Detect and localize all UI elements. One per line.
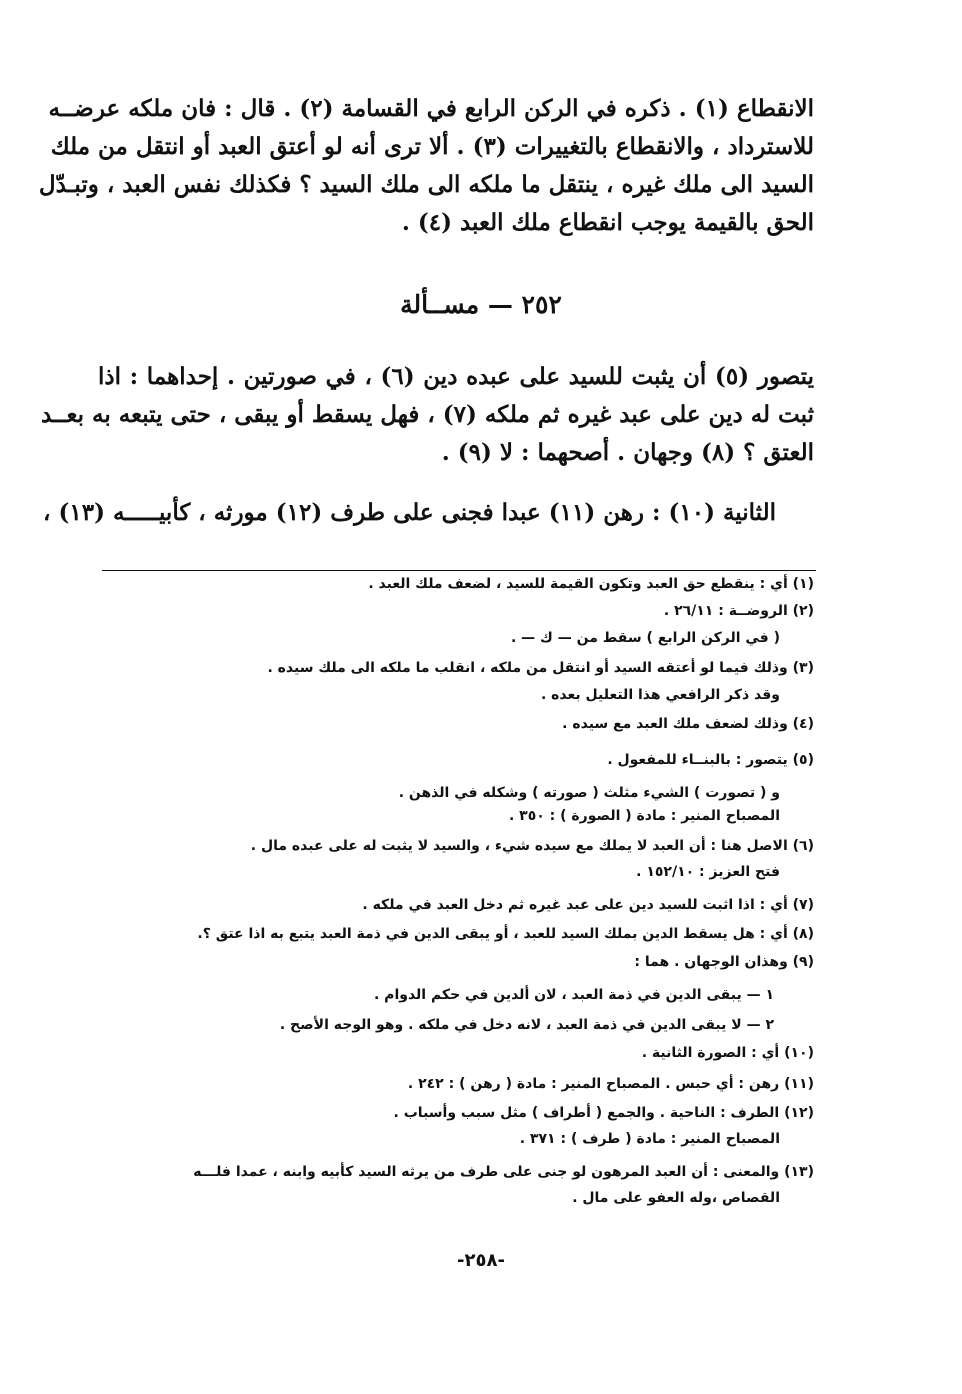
footnote: (٧) أي : اذا اثبت للسيد دين على عبد غيره ثم دخل العبد في ملكه . [362,897,814,913]
footnote: ( في الركن الرابع ) سقط من — ك — . [510,630,780,646]
body-text-line: للاسترداد ، والانقطاع بالتغييرات (٣) . ألا ترى أنه لو أعتق العبد أو انتقل من ملك [50,133,814,160]
footnote: (٦) الاصل هنا : أن العبد لا يملك مع سيده شيء ، والسيد لا يثبت له على عبده مال . [250,838,814,854]
body-text-line: الثانية (١٠) : رهن (١١) عبدا فجنى على طرف (١٢) مورثه ، كأبيـــــه (١٣) ، [43,499,776,526]
footnote: ١ — يبقى الدين في ذمة العبد ، لان ألدين في حكم الدوام . [373,987,774,1003]
footnote: (٨) أي : هل يسقط الدين بملك السيد للعبد ، أو يبقى الدين في ذمة العبد يتبع به اذا عتق ؟. [197,926,814,942]
body-text-line: الحق بالقيمة يوجب انقطاع ملك العبد (٤) . [401,209,814,236]
body-text-line: العتق ؟ (٨) وجهان . أصحهما : لا (٩) . [441,439,814,466]
footnote: وقد ذكر الرافعي هذا التعليل بعده . [540,687,780,703]
page-number: -٢٥٨- [457,1250,505,1271]
footnote: (١٠) أي : الصورة الثانية . [641,1045,814,1061]
section-heading: ٢٥٢ — مســألة [400,290,562,319]
body-text-line: الانقطاع (١) . ذكره في الركن الرابع في القسامة (٢) . قال : فان ملكه عرضــه [48,95,814,122]
footnote: (٩) وهذان الوجهان . هما : [634,954,814,970]
footnote: و ( تصورت ) الشيء مثلث ( صورته ) وشكله في الذهن . [398,785,780,801]
footnote: المصباح المنير : مادة ( الصورة ) : ٣٥٠ . [508,808,780,824]
footnote: (٤) وذلك لضعف ملك العبد مع سيده . [562,716,814,732]
footnote: (١) أي : ينقطع حق العبد وتكون القيمة للسيد ، لضعف ملك العبد . [368,576,814,592]
footnote: (١٢) الطرف : الناحية . والجمع ( أطراف ) مثل سبب وأسباب . [393,1105,814,1121]
footnote: (٥) يتصور : بالبنــاء للمفعول . [607,752,814,768]
body-text-line: يتصور (٥) أن يثبت للسيد على عبده دين (٦) ، في صورتين . إحداهما : اذا [98,363,814,390]
footnote: (١١) رهن : أي حبس . المصباح المنير : مادة ( رهن ) : ٢٤٢ . [407,1076,814,1092]
footnote: (١٣) والمعنى : أن العبد المرهون لو جنى على طرف من يرثه السيد كأبيه وابنه ، عمدا فلـــه [193,1164,814,1180]
footnote: المصباح المنير : مادة ( طرف ) : ٣٧١ . [519,1131,780,1147]
footnote: فتح العزيز : ١٥٢/١٠ . [636,864,780,880]
body-text-line: ثبت له دين على عبد غيره ثم ملكه (٧) ، فهل يسقط أو يبقى ، حتى يتبعه به بعــد [40,401,814,428]
footnote-divider [102,570,816,571]
footnote: (٣) وذلك فيما لو أعتقه السيد أو انتقل من ملكه ، انقلب ما ملكه الى ملك سيده . [267,660,814,676]
footnote: القصاص ،وله العفو على مال . [572,1190,780,1206]
body-text-line: السيد الى ملك غيره ، ينتقل ما ملكه الى ملك السيد ؟ فكذلك نفس العبد ، وتبـدّل [38,171,814,198]
footnote: (٢) الروضــة : ٢٦/١١ . [663,603,814,619]
footnote: ٢ — لا يبقى الدين في ذمة العبد ، لانه دخل في ملكه . وهو الوجه الأصح . [279,1017,774,1033]
